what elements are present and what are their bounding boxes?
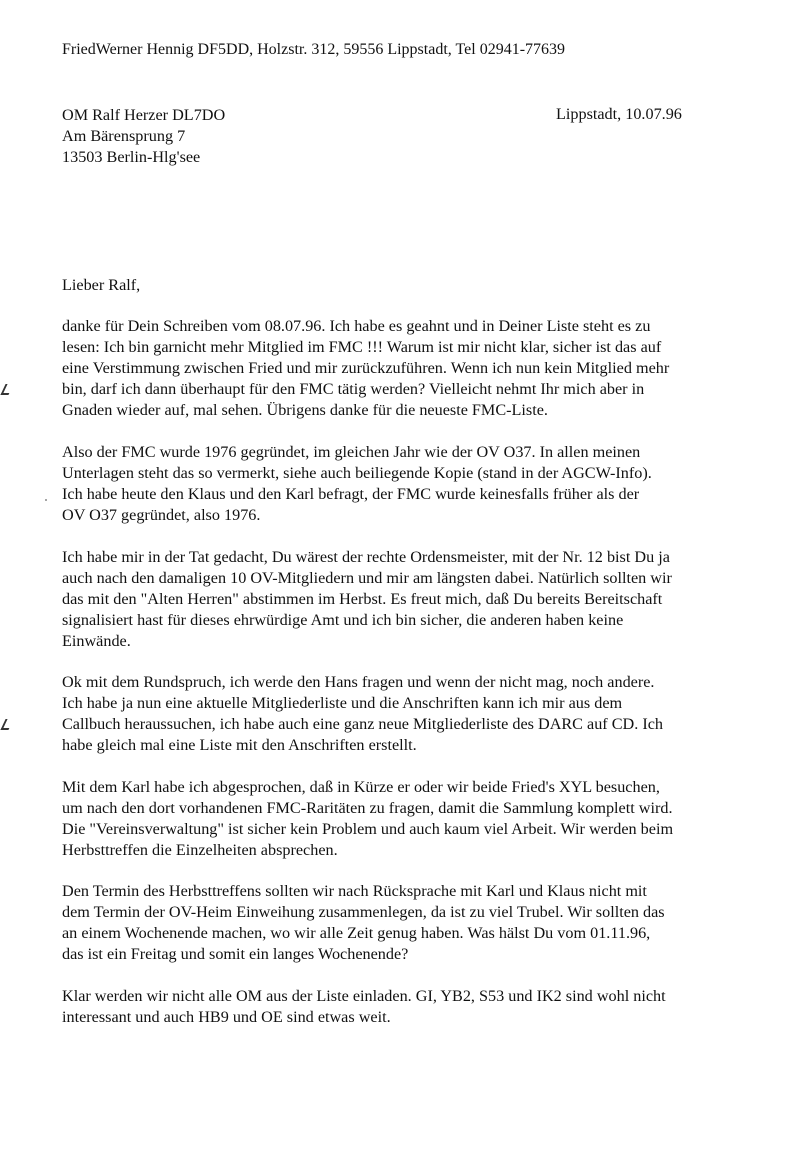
body-line: danke für Dein Schreiben vom 08.07.96. Ich habe es geahnt und in Deiner Liste steht es zu bbox=[62, 317, 651, 335]
body-line: Callbuch heraussuchen, ich habe auch eine ganz neue Mitgliederliste des DARC auf CD. Ich bbox=[62, 715, 663, 733]
salutation: Lieber Ralf, bbox=[62, 276, 141, 294]
body-line: Gnaden wieder auf, mal sehen. Übrigens danke für die neueste FMC-Liste. bbox=[62, 401, 548, 419]
body-line: um nach den dort vorhandenen FMC-Raritäten zu fragen, damit die Sammlung komplett wird. bbox=[62, 799, 673, 817]
body-line: Die "Vereinsverwaltung" ist sicher kein Problem und auch kaum viel Arbeit. Wir werden beim bbox=[62, 820, 674, 838]
body-line: Klar werden wir nicht alle OM aus der Liste einladen. GI, YB2, S53 und IK2 sind wohl nicht bbox=[62, 987, 666, 1005]
body-line: bin, darf ich dann überhaupt für den FMC tätig werden? Vielleicht nehmt Ihr mich aber in bbox=[62, 380, 645, 398]
body-line: Ich habe ja nun eine aktuelle Mitgliederliste und die Anschriften kann ich mir aus dem bbox=[62, 694, 623, 712]
body-line: eine Verstimmung zwischen Fried und mir zurückzuführen. Wenn ich nun kein Mitglied mehr bbox=[62, 359, 670, 377]
body-line: Unterlagen steht das so vermerkt, siehe auch beiliegende Kopie (stand in der AGCW-Info). bbox=[62, 464, 652, 482]
body-line: OV O37 gegründet, also 1976. bbox=[62, 506, 261, 524]
body-line: Ich habe heute den Klaus und den Karl befragt, der FMC wurde keinesfalls früher als der bbox=[62, 485, 640, 503]
date-line: Lippstadt, 10.07.96 bbox=[556, 105, 682, 123]
recipient-line: OM Ralf Herzer DL7DO bbox=[62, 106, 226, 124]
body-line: signalisiert hast für dieses ehrwürdige Amt und ich bin sicher, die anderen haben keine bbox=[62, 611, 624, 629]
body-line: dem Termin der OV-Heim Einweihung zusammenlegen, da ist zu viel Trubel. Wir sollten das bbox=[62, 903, 665, 921]
body-line: Herbsttreffen die Einzelheiten absprechen. bbox=[62, 841, 338, 859]
body-line: das ist ein Freitag und somit ein langes Wochenende? bbox=[62, 945, 409, 963]
body-line: an einem Wochenende machen, wo wir alle Zeit genug haben. Was hälst Du vom 01.11.96, bbox=[62, 924, 651, 942]
punch-hole-mark bbox=[0, 384, 13, 395]
body-line: interessant und auch HB9 und OE sind etwas weit. bbox=[62, 1008, 391, 1026]
recipient-line: 13503 Berlin-Hlg'see bbox=[62, 148, 201, 166]
punch-hole-mark bbox=[0, 719, 13, 730]
recipient-line: Am Bärensprung 7 bbox=[62, 127, 186, 145]
body-line: habe gleich mal eine Liste mit den Anschriften erstellt. bbox=[62, 736, 417, 754]
body-line: das mit den "Alten Herren" abstimmen im Herbst. Es freut mich, daß Du bereits Bereitschaft bbox=[62, 590, 663, 608]
body-line: Den Termin des Herbsttreffens sollten wir nach Rücksprache mit Karl und Klaus nicht mit bbox=[62, 882, 647, 900]
body-line: Also der FMC wurde 1976 gegründet, im gleichen Jahr wie der OV O37. In allen meinen bbox=[62, 443, 641, 461]
body-line: auch nach den damaligen 10 OV-Mitgliedern und mir am längsten dabei. Natürlich sollten wir bbox=[62, 569, 672, 587]
body-line: lesen: Ich bin garnicht mehr Mitglied im FMC !!! Warum ist mir nicht klar, sicher ist das auf bbox=[62, 338, 662, 356]
body-line: Mit dem Karl habe ich abgesprochen, daß in Kürze er oder wir beide Fried's XYL besuchen, bbox=[62, 778, 660, 796]
body-line: Einwände. bbox=[62, 632, 131, 650]
scan-speck bbox=[45, 499, 47, 501]
body-line: Ok mit dem Rundspruch, ich werde den Hans fragen und wenn der nicht mag, noch andere. bbox=[62, 673, 655, 691]
body-line: Ich habe mir in der Tat gedacht, Du wärest der rechte Ordensmeister, mit der Nr. 12 bist Du ja bbox=[62, 548, 670, 566]
sender-line: FriedWerner Hennig DF5DD, Holzstr. 312, 59556 Lippstadt, Tel 02941-77639 bbox=[62, 41, 566, 58]
